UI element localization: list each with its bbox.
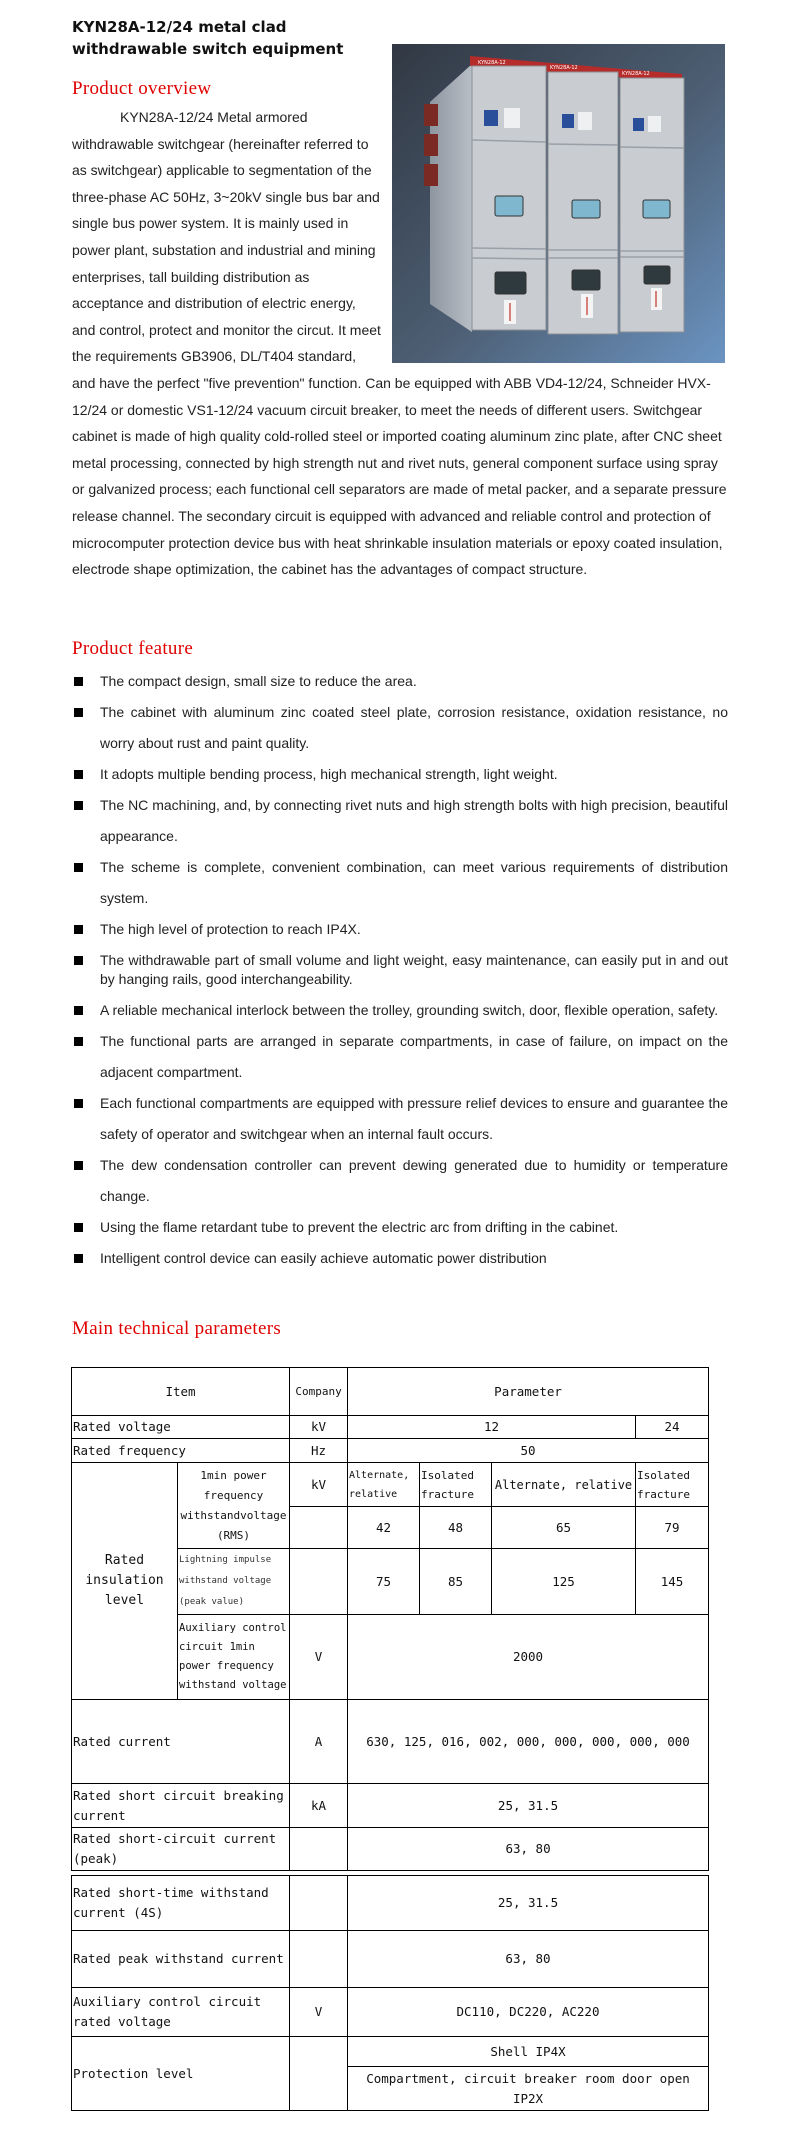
feature-item: The high level of protection to reach IP4X. xyxy=(72,914,728,945)
table-row: Rated insulation level 1min power frequency withstandvoltage (RMS) kV Alternate, relative Isolated fracture Alternate, relative Isolated fracture xyxy=(72,1463,709,1507)
square-bullet-icon xyxy=(74,863,83,872)
square-bullet-icon xyxy=(74,1037,83,1046)
table-row: Rated short circuit breaking current kA 25, 31.5 xyxy=(72,1784,709,1828)
cabinet-label-1: KYN28A-12 xyxy=(478,60,506,66)
table-row: Rated voltage kV 12 24 xyxy=(72,1416,709,1439)
feature-item: The withdrawable part of small volume and light weight, easy maintenance, can easily put in and out by hanging rails, good interchangeability. xyxy=(72,945,728,995)
header-unit: Company xyxy=(290,1368,348,1416)
table-header-row xyxy=(72,1368,709,1416)
cabinet-label-2: KYN28A-12 xyxy=(550,65,578,71)
square-bullet-icon xyxy=(74,1161,83,1170)
params-heading: Main technical parameters xyxy=(72,1318,282,1339)
square-bullet-icon xyxy=(74,1254,83,1263)
parameters-table xyxy=(71,1367,709,1871)
square-bullet-icon xyxy=(74,1006,83,1015)
feature-item: The NC machining, and, by connecting rivet nuts and high strength bolts with high precision, beautiful appearance. xyxy=(72,790,728,852)
overview-heading: Product overview xyxy=(72,78,212,99)
table-row: Auxiliary control circuit rated voltage V DC110, DC220, AC220 xyxy=(72,1988,709,2037)
table-row: Compartment, circuit breaker room door open IP2X xyxy=(72,2067,709,2111)
square-bullet-icon xyxy=(74,1099,83,1108)
feature-item: Intelligent control device can easily achieve automatic power distribution xyxy=(72,1243,728,1274)
header-parameter: Parameter xyxy=(348,1368,709,1416)
cabinet-label-3: KYN28A-12 xyxy=(622,71,650,77)
table-row: 42 48 65 79 xyxy=(72,1507,709,1549)
feature-list xyxy=(72,666,728,1274)
table-row: Rated peak withstand current 63, 80 xyxy=(72,1931,709,1988)
square-bullet-icon xyxy=(74,770,83,779)
table-row: Rated short-time withstand current (4S) 25, 31.5 xyxy=(72,1876,709,1931)
table-row: Auxiliary control circuit 1min power frequency withstand voltage V 2000 xyxy=(72,1615,709,1700)
square-bullet-icon xyxy=(74,708,83,717)
features-heading: Product feature xyxy=(72,638,194,659)
feature-item: The compact design, small size to reduce the area. xyxy=(72,666,728,697)
feature-item: The functional parts are arranged in separate compartments, in case of failure, on impact on the adjacent compartment. xyxy=(72,1026,728,1088)
feature-item: The cabinet with aluminum zinc coated steel plate, corrosion resistance, oxidation resistance, no worry about rust and paint quality. xyxy=(72,697,728,759)
feature-item: The dew condensation controller can prevent dewing generated due to humidity or temperature change. xyxy=(72,1150,728,1212)
square-bullet-icon xyxy=(74,956,83,965)
feature-item: Each functional compartments are equipped with pressure relief devices to ensure and guarantee the safety of operator and switchgear when an internal fault occurs. xyxy=(72,1088,728,1150)
table-row: Rated short-circuit current (peak) 63, 80 xyxy=(72,1828,709,1871)
header-item: Item xyxy=(72,1368,290,1416)
table-row: Rated frequency Hz 50 xyxy=(72,1439,709,1463)
square-bullet-icon xyxy=(74,801,83,810)
square-bullet-icon xyxy=(74,925,83,934)
table-row: Rated current A 630, 125, 016, 002, 000, 000, 000, 000, 000 xyxy=(72,1700,709,1784)
overview-paragraph: KYN28A-12/24 Metal armored withdrawable switchgear (hereinafter referred to as switchgear) applicable to segmentation of the three-phase AC 50Hz, 3~20kV single bus bar and single bus power system. It is mainly used in power plant, substation and industrial and mining enterprises, tall building distribution as acceptance and distribution of electric energy, and control, protect and monitor the circut. It meet the requirements GB3906, DL/T404 standard, and have the perfect "five prevention" function. Can be equipped with ABB VD4-12/24, Schneider HVX-12/24 or domestic VS1-12/24 vacuum circuit breaker, to meet the needs of different users. Switchgear cabinet is made of high quality cold-rolled steel or imported coating aluminum zinc plate, after CNC sheet metal processing, connected by high strength nut and rivet nuts, general component surface using spray or galvanized process; each functional cell separators are made of metal packer, and a separate pressure release channel. The secondary circuit is equipped with advanced and reliable control and protection of microcomputer protection device bus with heat shrinkable insulation materials or epoxy coated insulation, electrode shape optimization, the cabinet has the advantages of compact structure. xyxy=(72,109,727,578)
page-title: KYN28A-12/24 metal clad withdrawable switch equipment xyxy=(72,18,344,58)
table-row: Protection level Shell IP4X xyxy=(72,2037,709,2067)
overview-text xyxy=(72,104,732,583)
feature-item: It adopts multiple bending process, high mechanical strength, light weight. xyxy=(72,759,728,790)
table-row: Lightning impulse withstand voltage (peak value) 75 85 125 145 xyxy=(72,1549,709,1615)
square-bullet-icon xyxy=(74,677,83,686)
parameters-table-2 xyxy=(71,1875,709,2111)
insulation-label: Rated insulation level xyxy=(72,1463,178,1700)
feature-item: The scheme is complete, convenient combination, can meet various requirements of distribution system. xyxy=(72,852,728,914)
square-bullet-icon xyxy=(74,1223,83,1232)
feature-item: A reliable mechanical interlock between the trolley, grounding switch, door, flexible operation, safety. xyxy=(72,995,728,1026)
feature-item: Using the flame retardant tube to prevent the electric arc from drifting in the cabinet. xyxy=(72,1212,728,1243)
